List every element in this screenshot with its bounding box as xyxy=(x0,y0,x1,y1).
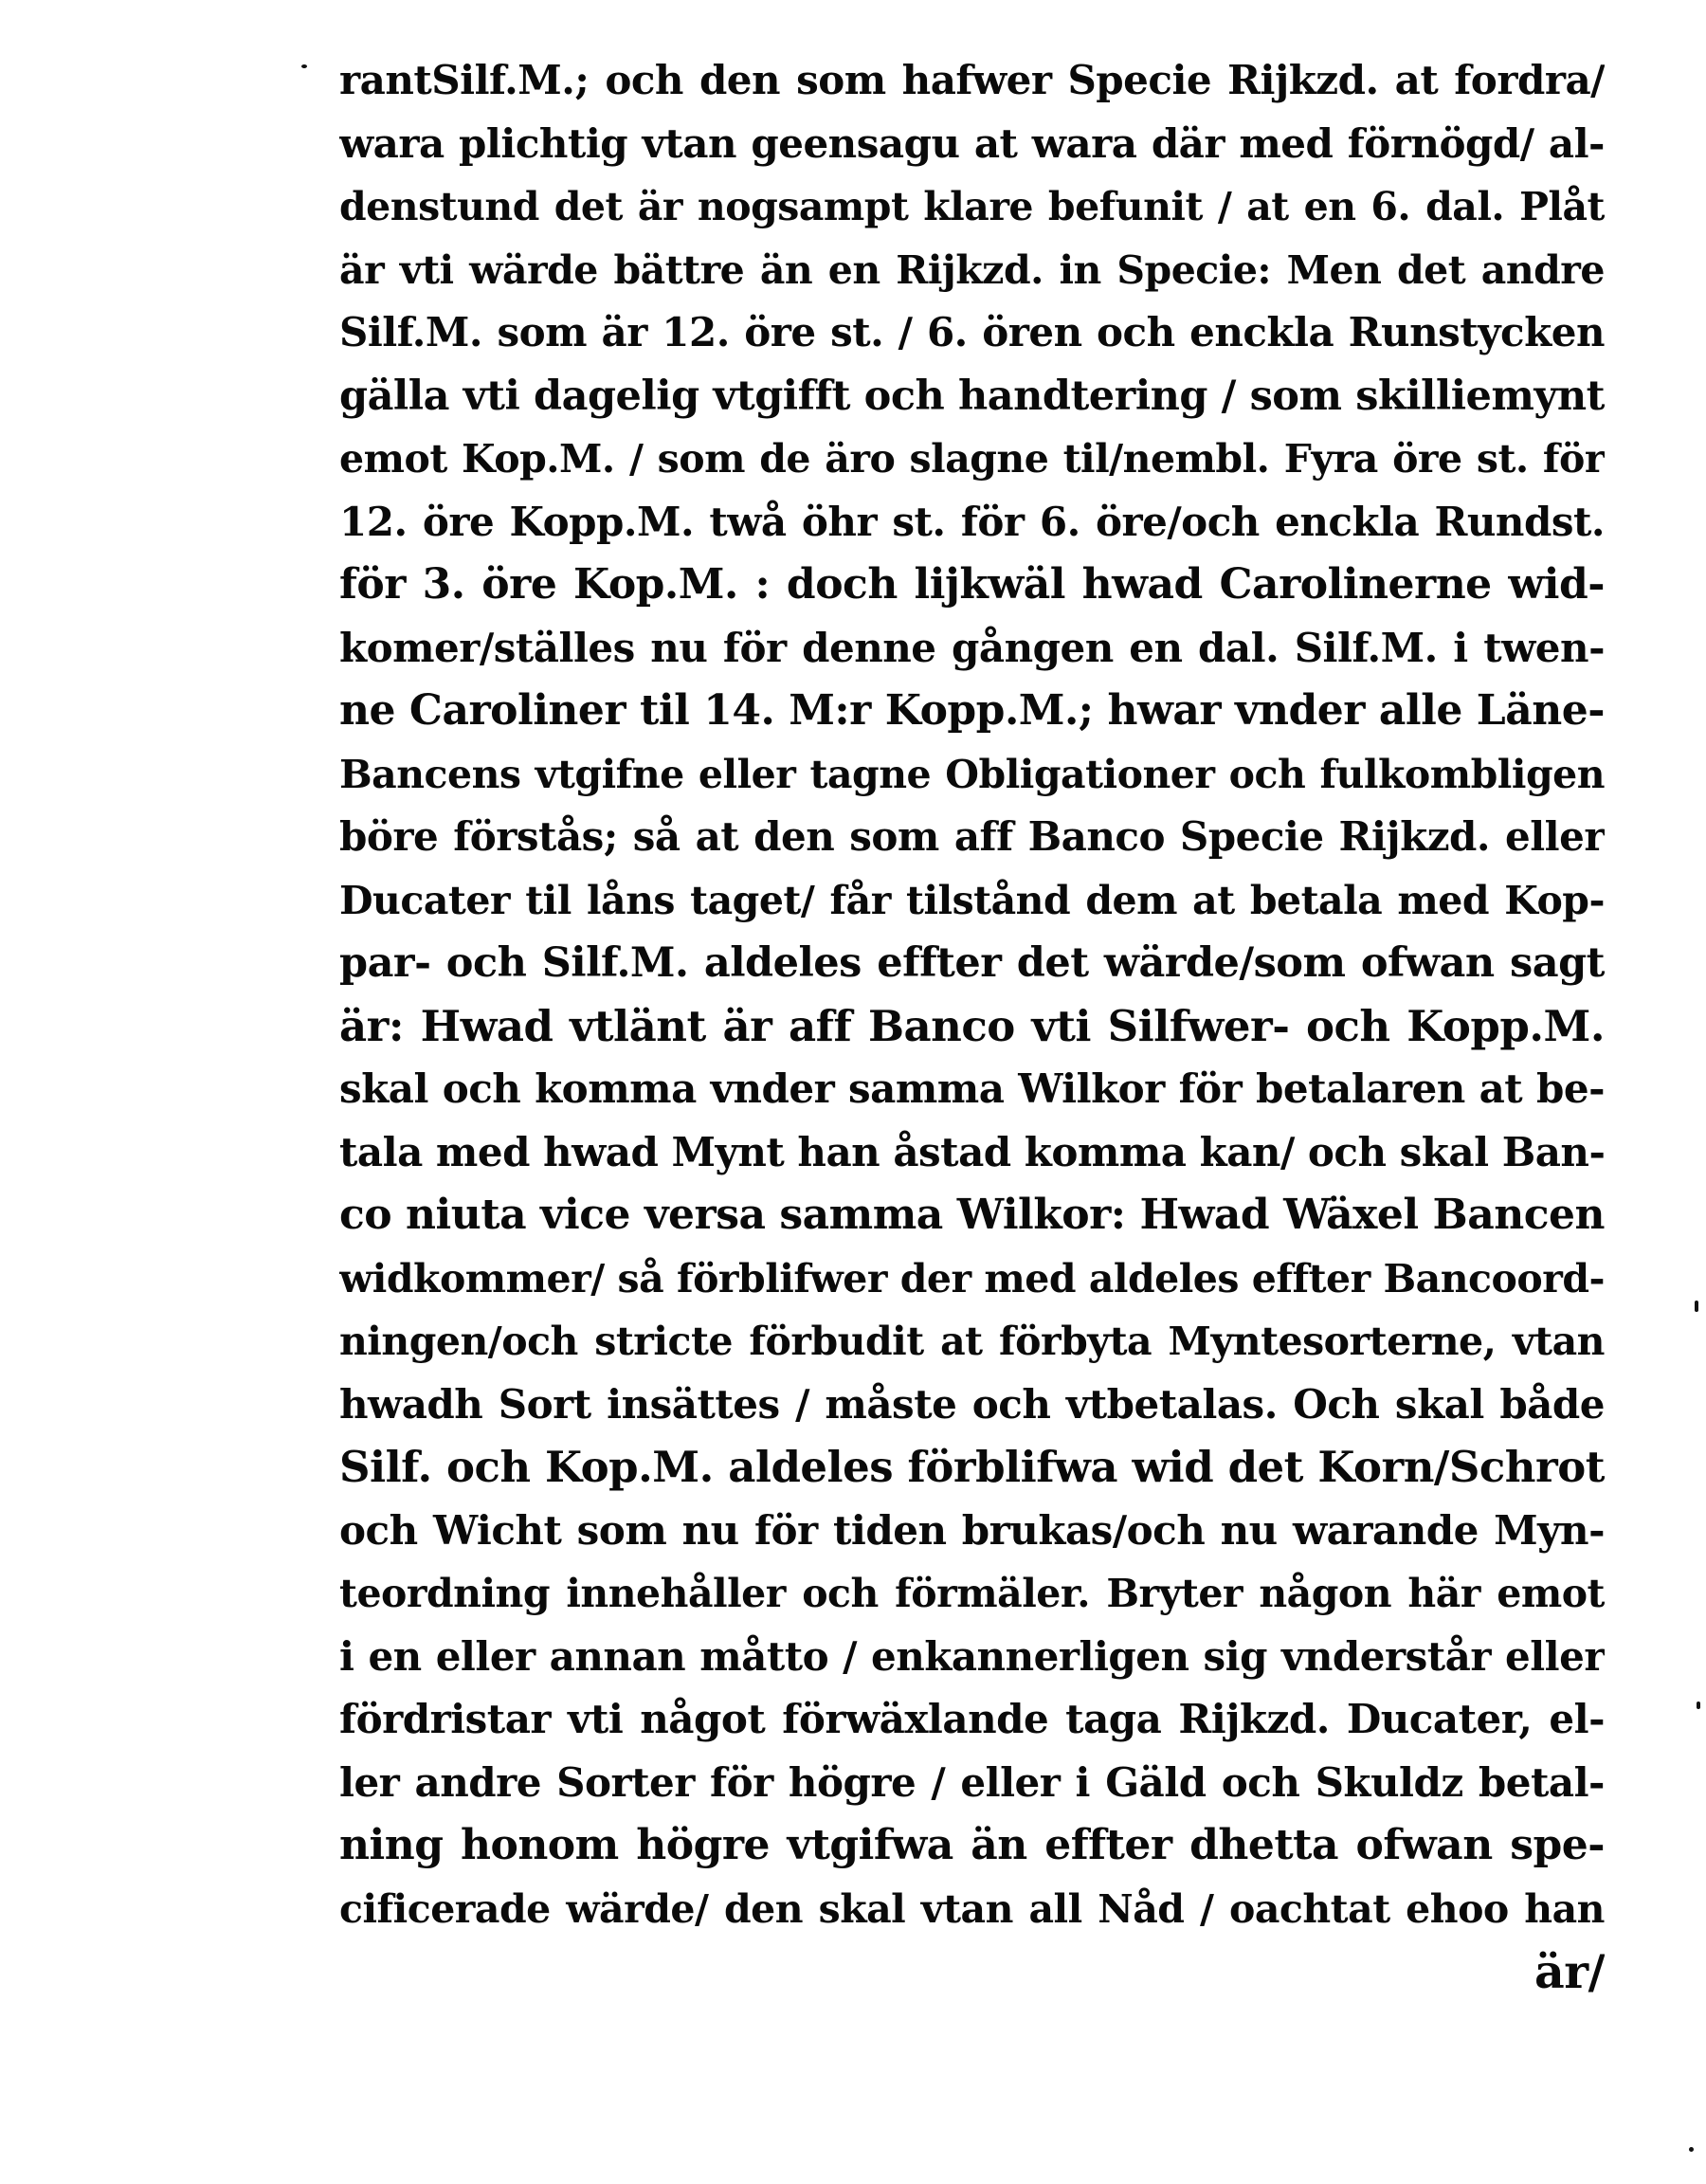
text-line: komer/ställes nu för denne gången en dal. Silf.M. i twen- xyxy=(339,624,1605,671)
text-line: ning honom högre vtgifwa än effter dhetta ofwan spe- xyxy=(339,1821,1605,1869)
text-line: widkommer/ så förblifwer der med aldeles effter Bancoord- xyxy=(339,1255,1605,1301)
text-line: i en eller annan måtto / enkannerligen sig vnderstår eller xyxy=(339,1632,1605,1680)
text-line: par- och Silf.M. aldeles effter det wärde/som ofwan sagt xyxy=(339,939,1605,987)
text-line: 12. öre Kopp.M. twå öhr st. för 6. öre/och enckla Rundst. xyxy=(339,498,1605,545)
text-line: är vti wärde bättre än en Rijkzd. in Specie: Men det andre xyxy=(339,246,1605,293)
text-line: cificerade wärde/ den skal vtan all Nåd / oachtat ehoo han xyxy=(339,1885,1605,1932)
text-line: ningen/och stricte förbudit at förbyta Myntesorterne, vtan xyxy=(339,1319,1605,1364)
text-line: skal och komma vnder samma Wilkor för betalaren at be- xyxy=(339,1065,1605,1112)
text-line: för 3. öre Kop.M. : doch lijkwäl hwad Carolinerne wid- xyxy=(339,560,1605,609)
text-line: Ducater til låns taget/ får tilstånd dem at betala med Kop- xyxy=(339,877,1605,923)
text-line: Silf.M. som är 12. öre st. / 6. ören och enckla Runstycken xyxy=(339,309,1605,355)
scan-speck xyxy=(1697,1702,1700,1709)
text-line: gälla vti dagelig vtgifft och handtering / som skilliemynt xyxy=(339,372,1605,420)
scan-speck xyxy=(1689,2147,1694,2152)
scan-speck xyxy=(301,64,307,68)
text-line: wara plichtig vtan geensagu at wara där med förnögd/ al- xyxy=(339,119,1605,167)
text-line: co niuta vice versa samma Wilkor: Hwad Wäxel Bancen xyxy=(339,1191,1605,1239)
text-line: rantSilf.M.; och den som hafwer Specie Rijkzd. at fordra/ xyxy=(339,57,1605,103)
text-line: ne Caroliner til 14. M:r Kopp.M.; hwar vnder alle Läne- xyxy=(339,686,1605,735)
text-line: böre förstås; så at den som aff Banco Specie Rijkzd. eller xyxy=(339,813,1605,860)
text-line: Silf. och Kop.M. aldeles förblifwa wid det Korn/Schrot xyxy=(339,1442,1605,1492)
text-line: hwadh Sort insättes / måste och vtbetalas. Och skal både xyxy=(339,1380,1605,1428)
text-line: teordning innehåller och förmäler. Bryter någon här emot xyxy=(339,1571,1605,1616)
text-line: tala med hwad Mynt han åstad komma kan/ och skal Ban- xyxy=(339,1128,1605,1175)
body-text xyxy=(339,49,1605,2004)
text-line: emot Kop.M. / som de äro slagne til/nembl. Fyra öre st. för xyxy=(339,436,1605,482)
text-line: denstund det är nogsampt klare befunit / at en 6. dal. Plåt xyxy=(339,184,1605,229)
text-line: Bancens vtgifne eller tagne Obligationer och fulkombligen xyxy=(339,751,1605,797)
scan-speck xyxy=(1695,1301,1698,1312)
text-line: är: Hwad vtlänt är aff Banco vti Silfwer- och Kopp.M. xyxy=(339,1000,1605,1051)
catchword: är/ xyxy=(1534,1944,1605,1999)
text-line: ler andre Sorter för högre / eller i Gäld och Skuldz betal- xyxy=(339,1758,1605,1806)
text-line: fördristar vti något förwäxlande taga Rijkzd. Ducater, el- xyxy=(339,1696,1605,1742)
text-line: och Wicht som nu för tiden brukas/och nu warande Myn- xyxy=(339,1506,1605,1554)
